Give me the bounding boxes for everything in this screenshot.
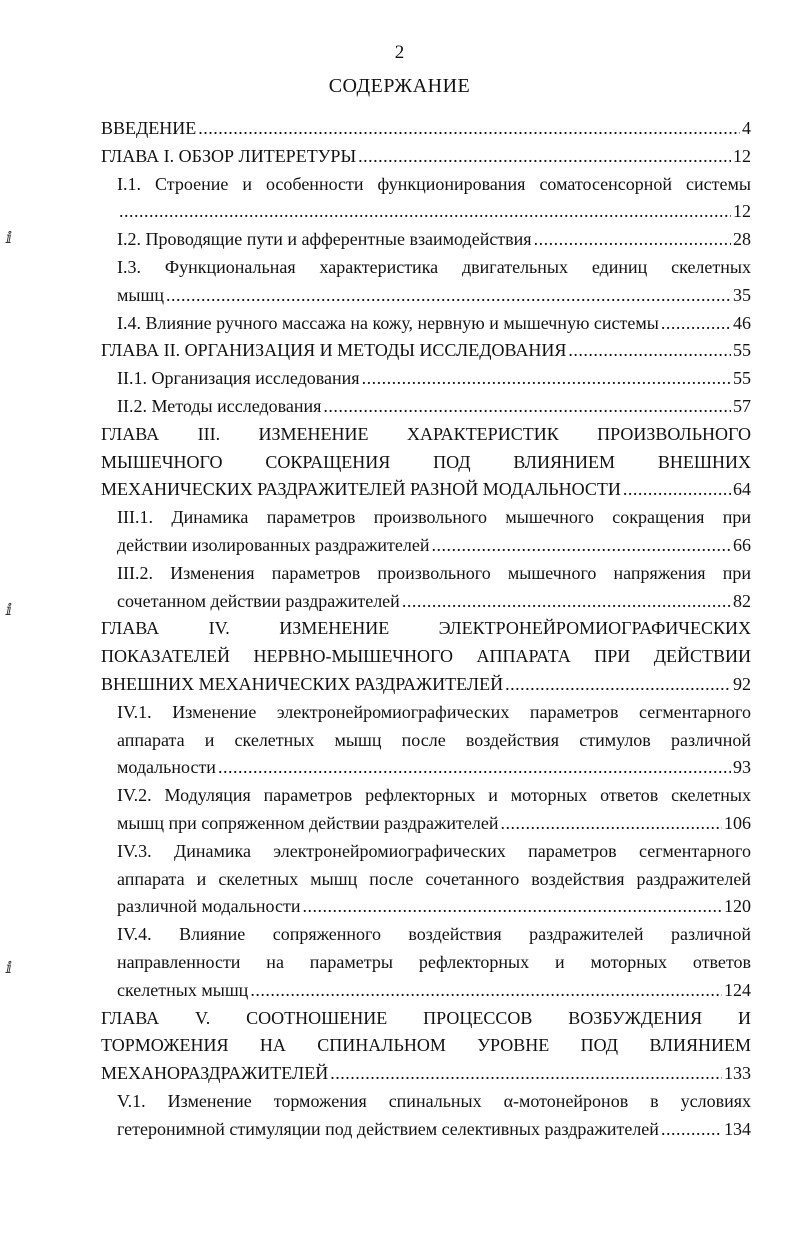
toc-page-number: 82 <box>733 590 751 611</box>
toc-page-number: 64 <box>733 479 751 500</box>
toc-entry-title: ГЛАВА I. ОБЗОР ЛИТЕРЕТУРЫ <box>101 145 357 166</box>
toc-entry-line: I.1. Строение и особенности функционирования соматосенсорной системы <box>117 173 751 194</box>
toc-entry-last-line <box>117 532 751 560</box>
toc-entry-last-line <box>117 365 751 393</box>
toc-chapter-entry[interactable] <box>101 1005 751 1088</box>
toc-page-number: 57 <box>733 395 751 416</box>
toc-page-number: 66 <box>733 534 751 555</box>
toc-entry-line: аппарата и скелетных мышц после сочетанного воздействия раздражителей <box>117 868 751 889</box>
toc-dot-leader <box>323 393 731 421</box>
toc-page-number: 12 <box>733 201 751 222</box>
toc-entry-line: IV.3. Динамика электронейромиографических параметров сегментарного <box>117 840 751 861</box>
toc-entry-last-line <box>117 226 751 254</box>
toc-section-entry[interactable] <box>117 393 751 421</box>
toc-entry-title: ГЛАВА II. ОРГАНИЗАЦИЯ И МЕТОДЫ ИССЛЕДОВАНИЯ <box>101 340 567 361</box>
toc-dot-leader <box>402 588 731 616</box>
toc-chapter-entry[interactable] <box>101 337 751 365</box>
toc-entry-title: ВВЕДЕНИЕ <box>101 118 197 138</box>
toc-entry-last-line <box>101 671 751 699</box>
toc-page-number: 4 <box>742 118 751 138</box>
toc-entry-last-line <box>101 143 751 171</box>
toc-page-number: 55 <box>733 340 751 361</box>
toc-section-entry[interactable] <box>117 226 751 254</box>
toc-chapter-entry[interactable] <box>101 421 751 504</box>
toc-entry-line: ПОКАЗАТЕЛЕЙ НЕРВНО-МЫШЕЧНОГО АППАРАТА ПРИ ДЕЙСТВИИ <box>101 646 751 667</box>
toc-section-entry[interactable] <box>117 838 751 921</box>
toc-entry-last-line <box>101 476 751 504</box>
toc-page-number: 12 <box>733 145 751 166</box>
toc-entry-title: сочетанном действии раздражителей <box>117 590 400 611</box>
toc-entry-last-line <box>101 115 751 143</box>
toc-entry-line: аппарата и скелетных мышц после воздействия стимулов различной <box>117 729 751 750</box>
margin-mark: ⅈ <box>6 230 13 247</box>
toc-entry-last-line <box>117 282 751 310</box>
toc-entry-last-line <box>117 810 751 838</box>
toc-page-number: 134 <box>724 1118 751 1139</box>
toc-entry-last-line <box>117 310 751 338</box>
toc-entry-title: I.4. Влияние ручного массажа на кожу, нервную и мышечную системы <box>117 312 659 333</box>
toc-chapter-entry[interactable] <box>101 615 751 698</box>
toc-page-number: 106 <box>724 812 751 833</box>
toc-entry-line: III.1. Динамика параметров произвольного мышечного сокращения при <box>117 507 751 528</box>
toc-entry-last-line <box>101 1060 751 1088</box>
toc-section-entry[interactable] <box>117 782 751 838</box>
toc-section-entry[interactable] <box>117 310 751 338</box>
toc-chapter-entry[interactable] <box>101 143 751 171</box>
toc-entry-line: ТОРМОЖЕНИЯ НА СПИНАЛЬНОМ УРОВНЕ ПОД ВЛИЯНИЕМ <box>101 1035 751 1056</box>
toc-entry-line: ГЛАВА III. ИЗМЕНЕНИЕ ХАРАКТЕРИСТИК ПРОИЗВОЛЬНОГО <box>101 423 751 444</box>
toc-entry-line: I.3. Функциональная характеристика двигательных единиц скелетных <box>117 256 751 277</box>
toc-page-number: 28 <box>733 229 751 250</box>
toc-entry-title: модальности <box>117 757 216 778</box>
toc-entry-title: МЕХАНОРАЗДРАЖИТЕЛЕЙ <box>101 1063 329 1084</box>
toc-entry-title: различной модальности <box>117 896 301 917</box>
toc-entry-line: направленности на параметры рефлекторных и моторных ответов <box>117 951 751 972</box>
toc-dot-leader <box>568 337 731 365</box>
toc-entry-line: МЫШЕЧНОГО СОКРАЩЕНИЯ ПОД ВЛИЯНИЕМ ВНЕШНИХ <box>101 451 751 472</box>
toc-entry-title: МЕХАНИЧЕСКИХ РАЗДРАЖИТЕЛЕЙ РАЗНОЙ МОДАЛЬНОСТИ <box>101 479 621 500</box>
toc-dot-leader <box>119 198 731 226</box>
toc-dot-leader <box>534 226 731 254</box>
toc-section-entry[interactable] <box>117 1088 751 1144</box>
toc-page-number: 93 <box>733 757 751 778</box>
toc-page-number: 133 <box>724 1063 751 1084</box>
toc-entry-title: II.1. Организация исследования <box>117 368 360 389</box>
toc-section-entry[interactable] <box>117 254 751 310</box>
toc-entry-title: мышц <box>117 284 164 305</box>
toc-dot-leader <box>362 365 731 393</box>
toc-section-entry[interactable] <box>117 560 751 616</box>
toc-entry-last-line <box>117 977 751 1005</box>
toc-entry-title: ВНЕШНИХ МЕХАНИЧЕСКИХ РАЗДРАЖИТЕЛЕЙ <box>101 673 504 694</box>
toc-entry-line: IV.4. Влияние сопряженного воздействия раздражителей различной <box>117 924 751 945</box>
margin-mark: ⅈ <box>6 960 13 977</box>
toc-entry-title: скелетных мышц <box>117 979 249 1000</box>
toc-dot-leader <box>661 1116 722 1144</box>
toc-title: СОДЕРЖАНИЕ <box>328 75 471 97</box>
toc-entry-line: ГЛАВА IV. ИЗМЕНЕНИЕ ЭЛЕКТРОНЕЙРОМИОГРАФИЧЕСКИХ <box>101 618 751 639</box>
toc-section-entry[interactable] <box>117 504 751 560</box>
page-number: 2 <box>394 42 405 63</box>
toc-entry-last-line <box>117 198 751 226</box>
toc-page-number: 92 <box>733 673 751 694</box>
toc-entry-line: V.1. Изменение торможения спинальных α-мотонейронов в условиях <box>117 1090 751 1111</box>
toc-section-entry[interactable] <box>117 921 751 1004</box>
toc-dot-leader <box>501 810 723 838</box>
toc-entry-title: мышц при сопряженном действии раздражителей <box>117 812 499 833</box>
toc-entry-title: I.2. Проводящие пути и афферентные взаимодействия <box>117 229 532 250</box>
toc-dot-leader <box>198 115 740 143</box>
toc-entry-line: ГЛАВА V. СООТНОШЕНИЕ ПРОЦЕССОВ ВОЗБУЖДЕНИЯ И <box>101 1007 751 1028</box>
toc-entry-line: IV.1. Изменение электронейромиографических параметров сегментарного <box>117 701 751 722</box>
toc-dot-leader <box>250 977 722 1005</box>
toc-dot-leader <box>661 310 731 338</box>
toc-entry-title: действии изолированных раздражителей <box>117 534 430 555</box>
toc-entry-title: гетеронимной стимуляции под действием селективных раздражителей <box>117 1118 659 1139</box>
toc-section-entry[interactable] <box>117 699 751 782</box>
toc-page-number: 120 <box>724 896 751 917</box>
toc-dot-leader <box>166 282 731 310</box>
toc-chapter-entry[interactable] <box>101 115 751 143</box>
toc-entry-last-line <box>117 1116 751 1144</box>
toc-entry-last-line <box>101 337 751 365</box>
toc-dot-leader <box>218 754 731 782</box>
toc-entry-line: IV.2. Модуляция параметров рефлекторных и моторных ответов скелетных <box>117 785 751 806</box>
toc-entry-last-line <box>117 393 751 421</box>
toc-page-number: 55 <box>733 368 751 389</box>
toc-dot-leader <box>505 671 731 699</box>
toc-section-entry[interactable] <box>117 365 751 393</box>
toc-entry-last-line <box>117 754 751 782</box>
toc-section-entry[interactable] <box>117 171 751 227</box>
toc-dot-leader <box>358 143 731 171</box>
toc-entry-line: III.2. Изменения параметров произвольного мышечного напряжения при <box>117 562 751 583</box>
toc-entry-last-line <box>117 893 751 921</box>
margin-mark: ⅈ <box>6 602 13 619</box>
table-of-contents <box>101 115 751 1143</box>
toc-page-number: 35 <box>733 284 751 305</box>
toc-page-number: 124 <box>724 979 751 1000</box>
toc-page-number: 46 <box>733 312 751 333</box>
toc-entry-last-line <box>117 588 751 616</box>
toc-entry-title: II.2. Методы исследования <box>117 395 322 416</box>
toc-dot-leader <box>623 476 731 504</box>
toc-dot-leader <box>330 1060 722 1088</box>
toc-dot-leader <box>302 893 722 921</box>
toc-dot-leader <box>431 532 731 560</box>
